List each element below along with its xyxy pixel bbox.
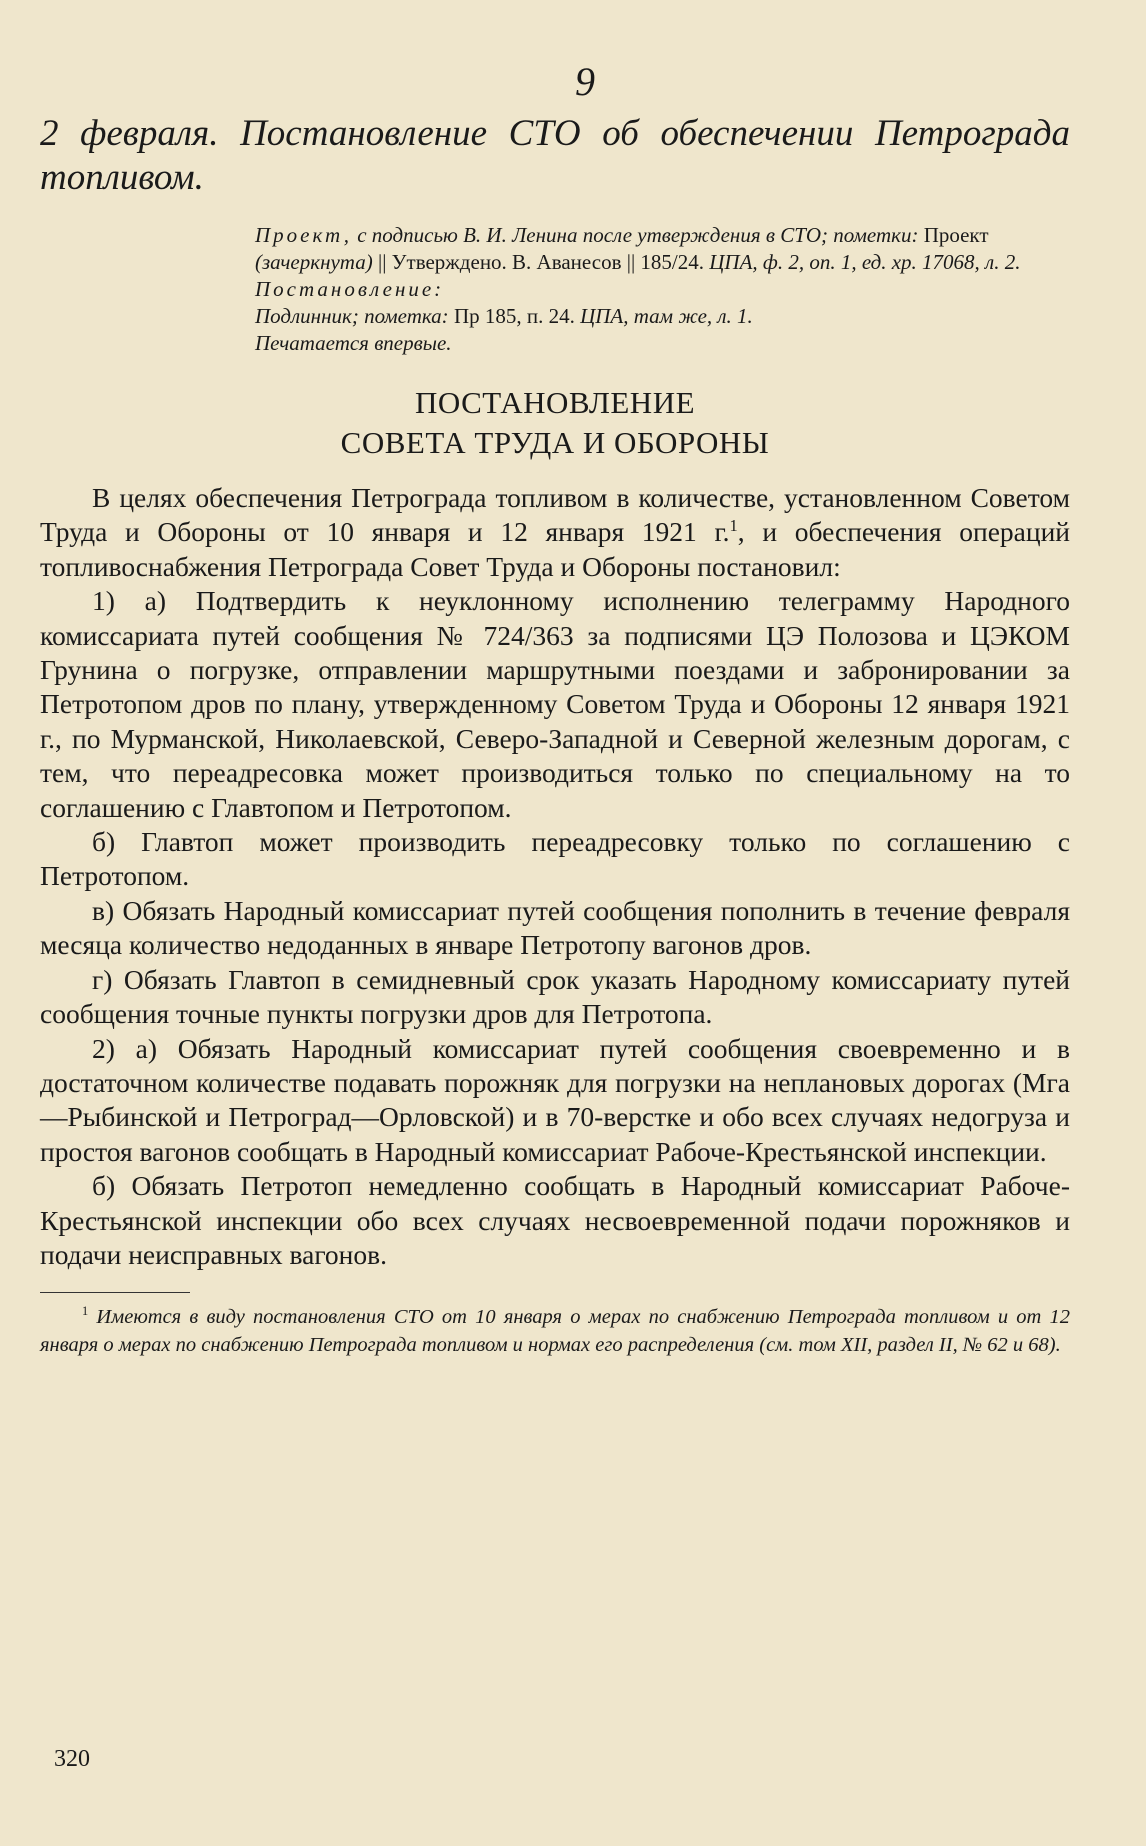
document-title: 2 февраля. Постановление СТО об обеспечении Петрограда топливом. bbox=[40, 113, 1070, 198]
paragraph-intro-text-b: , и обеспечения операций топливоснабжения Петрограда Совет Труда и Обороны постановил: bbox=[40, 516, 1071, 582]
resolution-body bbox=[40, 481, 1070, 1272]
paragraph-1g: г) Обязать Главтоп в семидневный срок указать Народному комиссариату путей сообщения точные пункты погрузки дров для Петротопа. bbox=[40, 963, 1070, 1030]
footnote-divider bbox=[40, 1292, 190, 1293]
archive-draft-note-a: Проект bbox=[923, 223, 989, 247]
heading-line-2: СОВЕТА ТРУДА И ОБОРОНЫ bbox=[340, 425, 770, 460]
paragraph-1a: 1) а) Подтвердить к неуклонному исполнению телеграмму Народного комиссариата путей сообщения № 724/363 за подписями ЦЭ Полозова и ЦЭКОМ Грунина о погрузке, отправлении маршрутными поездами и забронировании за Петротопом дров по плану, утвержденному Советом Труда и Обороны 12 января 1921 г., по Мурманской, Николаевской, Северо-Западной и Северной железным дорогам, с тем, что переадресовка может производиться только по специальному на то соглашению с Главтопом и Петротопом. bbox=[40, 585, 1070, 823]
footnote-text: Имеются в виду постановления СТО от 10 января о мерах по снабжению Петрограда топливом и от 12 января о мерах по снабжению Петрограда топливом и нормах его распределения (см. том XII, раздел II, № 62 и 68). bbox=[40, 1306, 1071, 1357]
paragraph-1v: в) Обязать Народный комиссариат путей сообщения пополнить в течение февраля месяца количество недоданных в январе Петротопу вагонов дров. bbox=[40, 894, 1070, 961]
archive-original-mark: Пр 185, п. 24. bbox=[453, 304, 575, 328]
paragraph-2a: 2) а) Обязать Народный комиссариат путей сообщения своевременно и в достаточном количестве подавать порожняк для погрузки на неплановых дорогах (Мга—Рыбинской и Петроград—Орловской) и в 70-верстке и обо всех случаях недогруза и простоя вагонов сообщать в Народный комиссариат Рабоче-Крестьянской инспекции. bbox=[40, 1032, 1070, 1167]
paragraph-intro-text-a: В целях обеспечения Петрограда топливом в количестве, установленном Советом Труда и Обороны от 10 января и 12 января 1921 г. bbox=[40, 482, 1070, 548]
footnote-ref: 1 bbox=[729, 516, 738, 536]
archive-line-draft bbox=[255, 222, 1070, 276]
archive-resolution-label: Постановление: bbox=[255, 277, 445, 301]
heading-line-1: ПОСТАНОВЛЕНИЕ bbox=[414, 385, 696, 420]
paragraph-intro bbox=[40, 481, 1070, 584]
page bbox=[40, 60, 1070, 1359]
archive-draft-note-b: (зачеркнута) bbox=[255, 250, 373, 274]
archive-draft-label: Проект, bbox=[255, 223, 352, 247]
footnote bbox=[40, 1303, 1070, 1359]
archive-draft-note-c: || Утверждено. В. Аванесов || 185/24. bbox=[377, 250, 704, 274]
archive-original-label: Подлинник; пометка: bbox=[255, 304, 449, 328]
archive-notes bbox=[255, 222, 1070, 357]
archive-original-source: ЦПА, там же, л. 1. bbox=[580, 304, 753, 328]
page-number: 320 bbox=[54, 1746, 90, 1772]
archive-line-original bbox=[255, 303, 1070, 330]
archive-first-print: Печатается впервые. bbox=[255, 331, 452, 355]
paragraph-2b: б) Обязать Петротоп немедленно сообщать в Народный комиссариат Рабоче-Крестьянской инспекции обо всех случаях несвоевременной подачи порожняков и подачи неисправных вагонов. bbox=[40, 1170, 1070, 1270]
paragraph-1b: б) Главтоп может производить переадресовку только по соглашению с Петротопом. bbox=[40, 826, 1070, 892]
archive-draft-source: ЦПА, ф. 2, оп. 1, ед. хр. 17068, л. 2. bbox=[709, 250, 1021, 274]
archive-draft-text: с подписью В. И. Ленина после утверждения в СТО; пометки: bbox=[357, 223, 919, 247]
document-number: 9 bbox=[575, 59, 595, 104]
footnote-mark: 1 bbox=[82, 1304, 89, 1319]
resolution-heading bbox=[40, 383, 1070, 463]
